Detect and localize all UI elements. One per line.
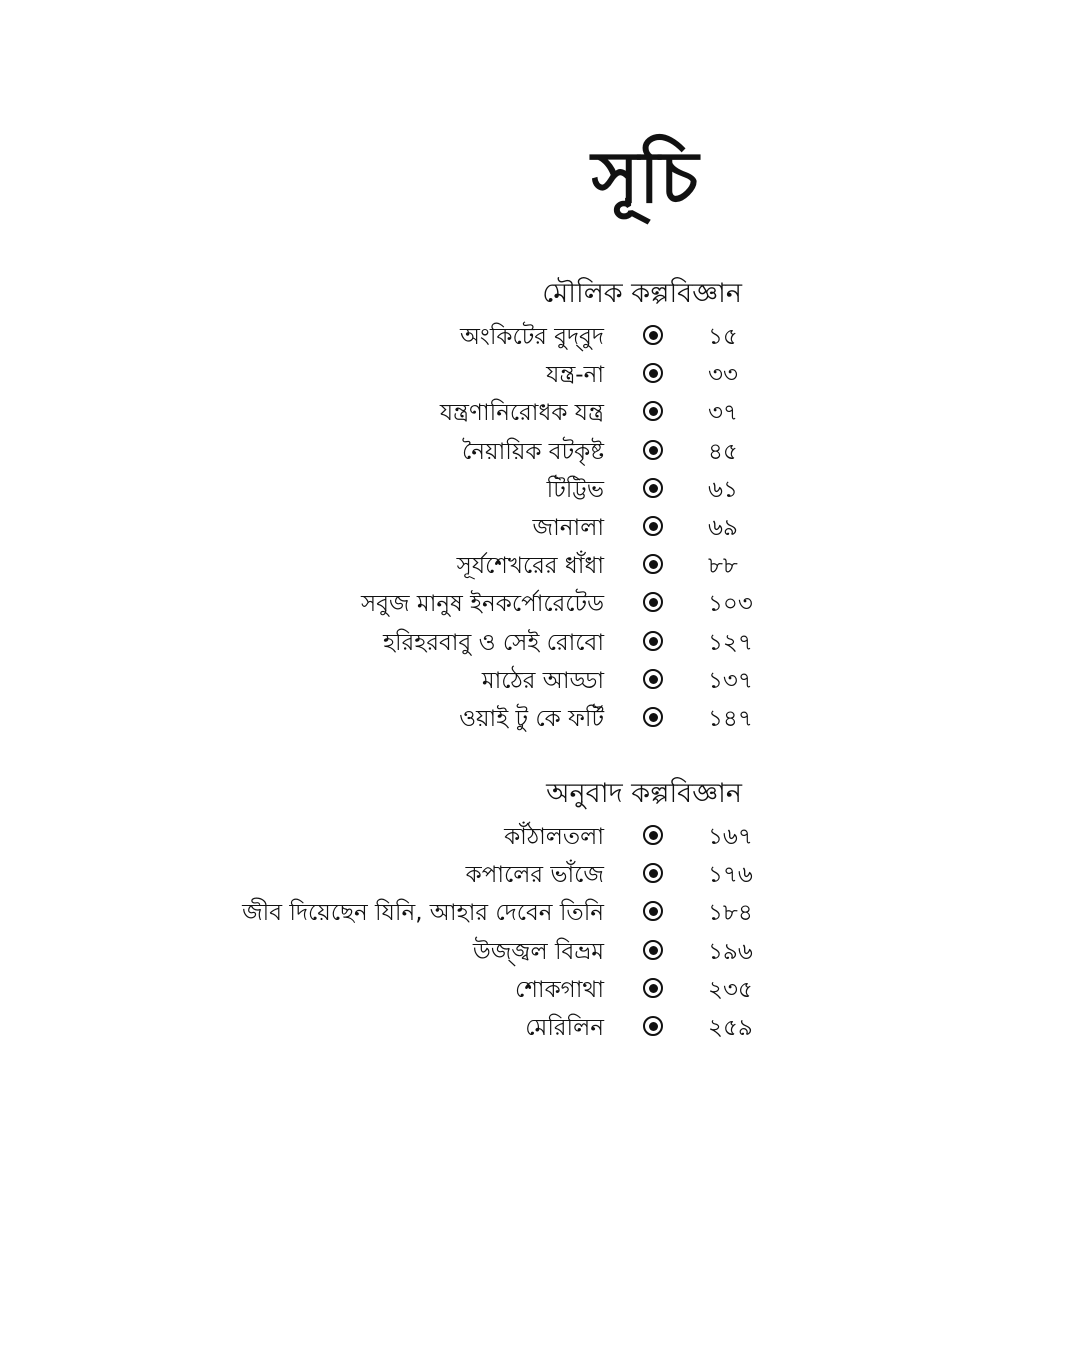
toc-page-number: ৬৯ [708,515,738,541]
bullet-icon [643,863,663,883]
toc-page-number: ১৫ [708,324,738,350]
toc-entry[interactable] [0,894,1080,932]
bullet-icon [643,631,663,651]
toc-page-number: ৬১ [708,477,738,503]
toc-entry-title: জীব দিয়েছেন যিনি, আহার দেবেন তিনি [242,900,604,926]
toc-entry[interactable] [0,818,1080,856]
bullet-icon [643,325,663,345]
bullet-icon [643,707,663,727]
toc-entry[interactable] [0,662,1080,700]
toc-entry-title: কপালের ভাঁজে [465,862,604,888]
toc-page-number: ১৮৪ [708,900,753,926]
bullet-icon [643,478,663,498]
toc-entry[interactable] [0,547,1080,585]
toc-entry-title: কাঁঠালতলা [504,824,604,850]
bullet-icon [643,440,663,460]
bullet-icon [643,401,663,421]
toc-page-number: ২৫৯ [708,1015,753,1041]
toc-page-number: ৩৩ [708,362,738,388]
page-title: সূচি [591,135,699,219]
toc-entry-title: সবুজ মানুষ ইনকর্পোরেটেড [361,591,604,617]
bullet-icon [643,554,663,574]
toc-entry-title: জানালা [532,515,604,541]
bullet-icon [643,592,663,612]
toc-entry-title: যন্ত্রণানিরোধক যন্ত্র [439,400,604,426]
toc-entry-title: টিট্টিভ [546,477,604,503]
toc-entry-title: উজ্জ্বল বিভ্রম [472,939,604,965]
bullet-icon [643,978,663,998]
bullet-icon [643,516,663,536]
toc-entry-title: অংকিটের বুদ্‌বুদ [460,324,604,350]
bullet-icon [643,825,663,845]
toc-page-number: ১৯৬ [708,939,753,965]
toc-entry[interactable] [0,971,1080,1009]
toc-entry[interactable] [0,394,1080,432]
toc-entry[interactable] [0,356,1080,394]
toc-page-number: ১৭৬ [708,862,753,888]
toc-entry-title: ওয়াই টু কে ফর্টি [459,706,604,732]
toc-page-number: ১৩৭ [708,668,753,694]
toc-page-number: ৩৭ [708,400,738,426]
toc-entry-title: নৈয়ায়িক বটকৃষ্ট [462,439,604,465]
toc-entry[interactable] [0,1009,1080,1047]
bullet-icon [643,669,663,689]
toc-page-number: ৮৮ [708,553,738,579]
toc-entry[interactable] [0,471,1080,509]
toc-page-number: ২৩৫ [708,977,753,1003]
section-heading: অনুবাদ কল্পবিজ্ঞান [546,778,742,809]
toc-page-number: ১৬৭ [708,824,753,850]
toc-page-number: ৪৫ [708,439,738,465]
section-heading: মৌলিক কল্পবিজ্ঞান [542,278,742,309]
toc-entry-title: সূর্যশেখরের ধাঁধা [456,553,604,579]
toc-entry[interactable] [0,856,1080,894]
toc-page-number: ১৪৭ [708,706,753,732]
bullet-icon [643,363,663,383]
toc-entry[interactable] [0,700,1080,738]
bullet-icon [643,901,663,921]
toc-entry[interactable] [0,433,1080,471]
toc-entry[interactable] [0,585,1080,623]
toc-entry[interactable] [0,509,1080,547]
toc-entry[interactable] [0,933,1080,971]
toc-entry-title: মেরিলিন [525,1015,604,1041]
bullet-icon [643,1016,663,1036]
toc-entry[interactable] [0,624,1080,662]
toc-entry[interactable] [0,318,1080,356]
toc-entry-title: শোকগাথা [514,977,604,1003]
toc-page-number: ১২৭ [708,630,753,656]
toc-entry-title: হরিহরবাবু ও সেই রোবো [382,630,604,656]
toc-entry-title: মাঠের আড্ডা [481,668,604,694]
toc-entry-title: যন্ত্র-না [546,362,604,388]
bullet-icon [643,940,663,960]
toc-page-number: ১০৩ [708,591,753,617]
